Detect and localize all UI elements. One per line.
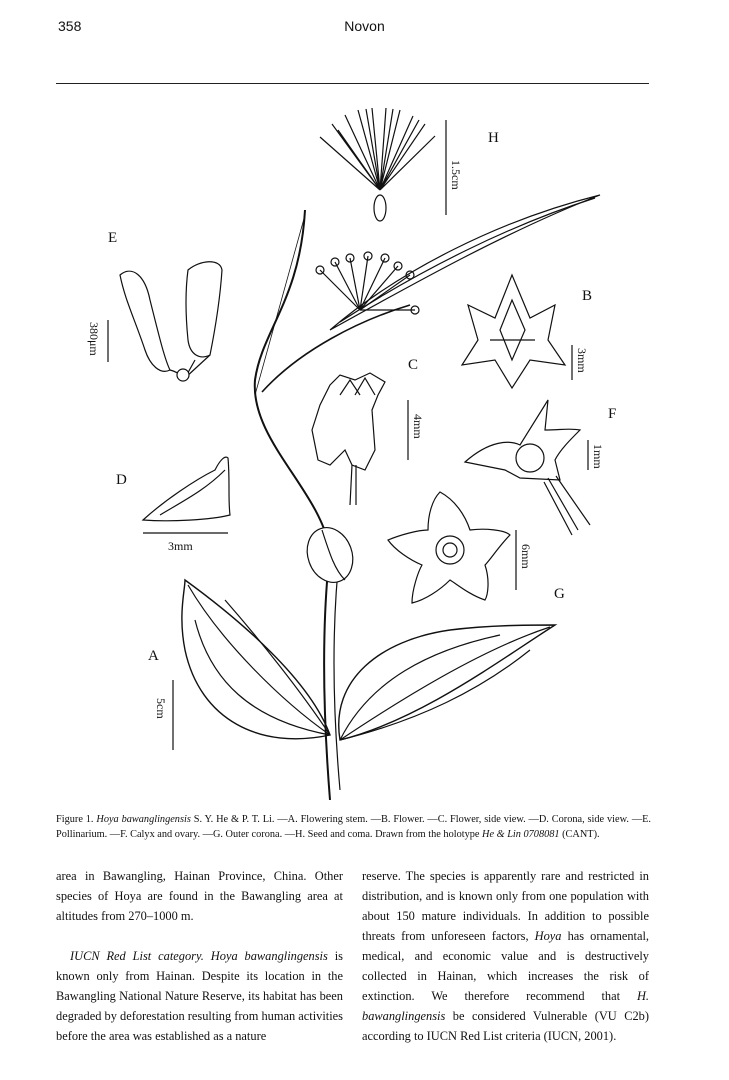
caption-species: Hoya bawanglingensis: [96, 814, 191, 825]
flower-top-view-drawing: [462, 275, 565, 388]
section-heading: IUCN Red List category.: [70, 949, 204, 963]
panel-label-e: E: [108, 230, 118, 246]
header-rule: [56, 83, 649, 84]
journal-title: Novon: [344, 18, 385, 34]
scale-label-a: 5cm: [154, 698, 168, 719]
scale-label-b: 3mm: [575, 348, 589, 373]
scale-label-g: 6mm: [519, 544, 533, 569]
panel-label-h: H: [488, 130, 499, 146]
panel-label-b: B: [582, 288, 593, 304]
pollinarium-drawing: [108, 262, 222, 381]
outer-corona-drawing: [388, 492, 516, 603]
body-column-left: [56, 866, 343, 1046]
panel-label-g: G: [554, 586, 565, 602]
calyx-ovary-drawing: [465, 400, 590, 535]
scale-label-h: 1.5cm: [449, 160, 463, 190]
scale-label-f: 1mm: [591, 444, 605, 469]
panel-label-f: F: [608, 406, 617, 422]
genus-name: Hoya: [534, 929, 562, 943]
panel-label-d: D: [116, 472, 127, 488]
paragraph: area in Bawangling, Hainan Province, China. Other species of Hoya are found in the Bawangling area at altitudes from 270–1000 m.: [56, 869, 343, 923]
body-column-right: [362, 866, 649, 1046]
scale-label-e: 380μm: [87, 322, 101, 356]
paragraph: IUCN Red List category. Hoya bawanglingensis is known only from Hainan. Despite its location in the Bawangling National Nature Reserve, its habitat has been degraded by deforestation resulting from human activities before the area was established as a nature: [56, 949, 343, 1043]
botanical-illustration: [0, 100, 729, 800]
scale-label-d: 3mm: [168, 539, 193, 553]
panel-label-a: A: [148, 648, 159, 664]
figure-caption: [56, 812, 651, 842]
caption-holotype: He & Lin 0708081: [482, 829, 560, 840]
species-name: H. bawanglingensis: [362, 989, 649, 1023]
panel-label-c: C: [408, 357, 419, 373]
page-number: 358: [58, 18, 82, 34]
flower-side-view-drawing: [312, 373, 408, 505]
paragraph: reserve. The species is apparently rare and restricted in distribution, and is known only from one population with about 150 mature individuals. In addition to possible threats from unforeseen factors, Hoya has ornamental, medical, and economic value and is destructively collected in Hainan, which increases the risk of extinction. We therefore recommend that H. bawanglingensis be considered Vulnerable (VU C2b) according to IUCN Red List criteria (IUCN, 2001).: [362, 869, 650, 1043]
corona-side-view-drawing: [143, 457, 230, 533]
flowering-stem-drawing: [182, 195, 600, 800]
caption-end: (CANT).: [559, 829, 600, 840]
caption-body: S. Y. He & P. T. Li. —A. Flowering stem. —B. Flower. —C. Flower, side view. —D. Corona, side view. —E. Pollinarium. —F. Calyx and ovary. —G. Outer corona. —H. Seed and coma. Drawn from the holotype: [56, 814, 651, 840]
species-name: Hoya bawanglingensis: [210, 949, 328, 963]
caption-label: Figure 1.: [56, 814, 94, 825]
scale-label-c: 4mm: [411, 414, 425, 439]
seed-coma-drawing: [320, 108, 446, 221]
